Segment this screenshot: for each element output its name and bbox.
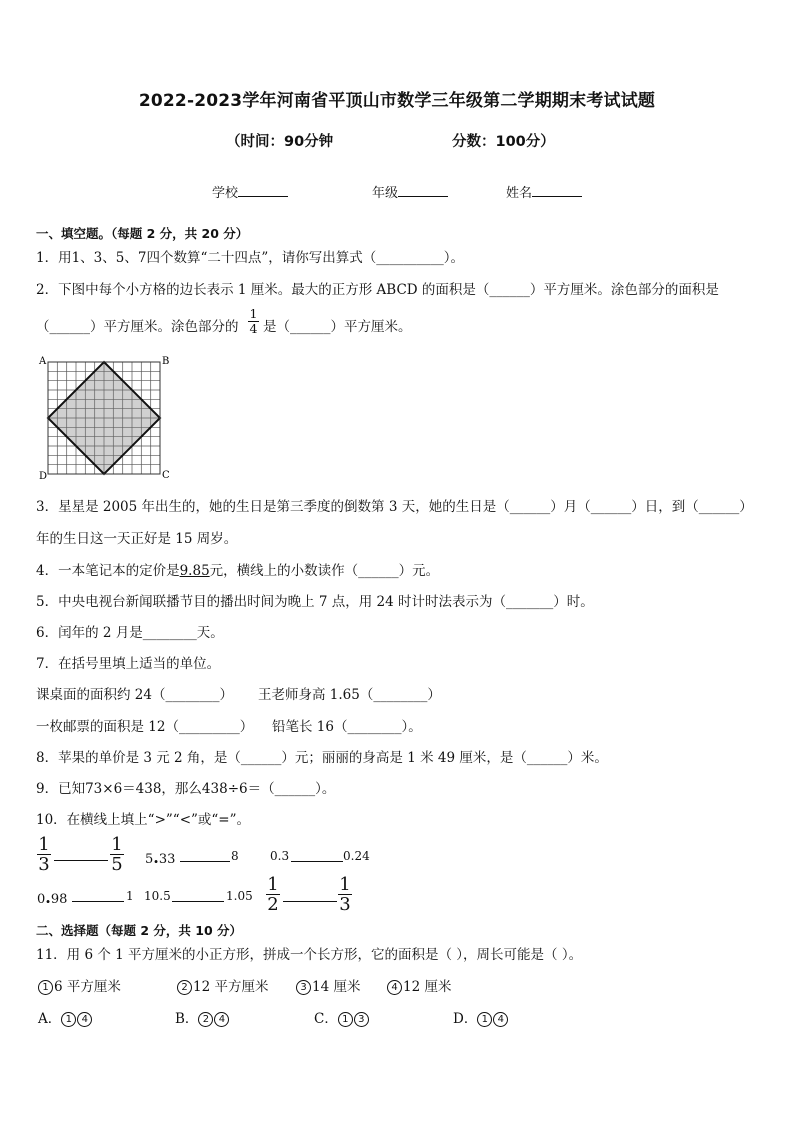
grade-blank[interactable] (398, 184, 448, 197)
compare-0-24: 0.24 (343, 849, 370, 863)
option-text: 14 厘米 (312, 979, 361, 995)
school-blank[interactable] (238, 184, 288, 197)
circled-number-icon: 2 (177, 980, 192, 995)
question-5: 5．中央电视台新闻联播节目的播出时间为晚上 7 点，用 24 时计时法表示为（_______）时。 (36, 594, 594, 610)
compare-1: 1 (126, 889, 134, 903)
school-label: 学校 (212, 186, 239, 201)
numerator: 1 (339, 874, 351, 895)
name-blank[interactable] (532, 184, 582, 197)
question-2-line-1: 2．下图中每个小方格的边长表示 1 厘米。最大的正方形 ABCD 的面积是（______）平方厘米。涂色部分的面积是 (36, 282, 719, 298)
choice-a[interactable] (38, 1010, 93, 1028)
question-4 (36, 562, 439, 580)
question-10: 10．在横线上填上“>”“<”或“=”。 (36, 812, 251, 828)
question-2-line-2b: 是（______）平方厘米。 (263, 319, 412, 335)
question-7-row-1b: 王老师身高 1.65（________） (258, 687, 441, 703)
question-8: 8．苹果的单价是 3 元 2 角，是（______）元；丽丽的身高是 1 米 49 厘米，是（______）米。 (36, 750, 608, 766)
fraction-one-quarter (248, 308, 259, 335)
question-9: 9．已知73×6＝438，那么438÷6＝（______）。 (36, 781, 336, 797)
compare-10-5: 10.5 (144, 889, 171, 903)
denominator: 2 (267, 894, 279, 915)
compare-blank-4[interactable] (72, 901, 124, 902)
question-3-line-2: 年的生日这一天正好是 15 周岁。 (36, 531, 238, 547)
choice-label: D． (453, 1011, 478, 1027)
option-1 (38, 978, 121, 996)
question-7-row-2b: 铅笔长 16（________）。 (272, 719, 422, 735)
numerator: 1 (267, 874, 279, 895)
section-heading-choice: 二、选择题（每题 2 分，共 10 分） (36, 923, 243, 938)
question-2-line-2a: （______）平方厘米。涂色部分的 (36, 319, 239, 335)
question-3-line-1: 3．星星是 2005 年出生的，她的生日是第三季度的倒数第 3 天，她的生日是（______）月（______）日，到（______） (36, 499, 753, 515)
fraction-denominator: 4 (249, 321, 258, 336)
square-grid-figure (36, 352, 176, 482)
compare-blank-5[interactable] (172, 901, 224, 902)
grade-field[interactable] (372, 182, 448, 201)
vertex-b: B (162, 356, 170, 367)
circled-number-icon: 1 (477, 1012, 492, 1027)
option-text: 6 平方厘米 (54, 979, 121, 995)
compare-1-05: 1.05 (226, 889, 253, 903)
choice-label: A． (38, 1011, 62, 1027)
choice-label: C． (314, 1011, 338, 1027)
question-4-underlined-number: 9.85 (179, 563, 210, 579)
question-7: 7．在括号里填上适当的单位。 (36, 656, 221, 672)
question-6: 6．闰年的 2 月是________天。 (36, 625, 224, 641)
choice-c[interactable] (314, 1010, 370, 1028)
question-1: 1．用1、3、5、7四个数算“二十四点”，请你写出算式（__________）。 (36, 250, 464, 266)
page-title: 2022-2023学年河南省平顶山市数学三年级第二学期期末考试试题 (138, 91, 656, 111)
compare-blank-3[interactable] (291, 861, 343, 862)
denominator: 5 (111, 854, 123, 875)
compare-blank-6[interactable] (283, 901, 337, 902)
exam-time: （时间：90分钟 (226, 134, 334, 150)
circled-number-icon: 1 (38, 980, 53, 995)
shaded-diamond (48, 362, 160, 474)
denominator: 3 (38, 854, 50, 875)
option-3 (296, 978, 360, 996)
compare-blank-1[interactable] (54, 860, 108, 861)
circled-number-icon: 4 (214, 1012, 229, 1027)
question-7-row-2a: 一枚邮票的面积是 12（_________） (36, 719, 254, 735)
circled-number-icon: 3 (354, 1012, 369, 1027)
circled-number-icon: 4 (493, 1012, 508, 1027)
choice-label: B． (175, 1011, 199, 1027)
compare-fraction-1-2 (266, 876, 280, 913)
denominator: 3 (339, 894, 351, 915)
fraction-numerator: 1 (249, 306, 258, 321)
section-heading-fill-in: 一、填空题。（每题 2 分，共 20 分） (36, 226, 249, 241)
school-field[interactable] (212, 182, 288, 201)
choice-b[interactable] (175, 1010, 230, 1028)
vertex-c: C (162, 470, 170, 481)
choice-d[interactable] (453, 1010, 509, 1028)
question-4-b: 元，横线上的小数读作（______）元。 (209, 563, 440, 579)
option-text: 12 厘米 (403, 979, 452, 995)
circled-number-icon: 4 (77, 1012, 92, 1027)
option-text: 12 平方厘米 (193, 979, 269, 995)
question-7-row-1a: 课桌面的面积约 24（________） (36, 687, 233, 703)
compare-fraction-1-3b (338, 876, 352, 913)
question-11: 11．用 6 个 1 平方厘米的小正方形，拼成一个长方形，它的面积是（ ），周长可能是（ ）。 (36, 947, 583, 963)
grade-label: 年级 (372, 186, 399, 201)
circled-number-icon: 1 (61, 1012, 76, 1027)
circled-number-icon: 4 (387, 980, 402, 995)
circled-number-icon: 2 (198, 1012, 213, 1027)
numerator: 1 (38, 834, 50, 855)
compare-fraction-1-5 (110, 836, 124, 873)
exam-score: 分数：100分） (452, 134, 555, 150)
compare-5-33: 5.33 (145, 848, 176, 867)
vertex-a: A (39, 356, 47, 367)
circled-number-icon: 1 (338, 1012, 353, 1027)
name-field[interactable] (506, 182, 582, 201)
question-4-a: 4．一本笔记本的定价是 (36, 563, 180, 579)
vertex-d: D (39, 471, 48, 482)
option-4 (387, 978, 451, 996)
circled-number-icon: 3 (296, 980, 311, 995)
compare-0-3: 0.3 (270, 849, 290, 863)
numerator: 1 (111, 834, 123, 855)
name-label: 姓名 (506, 186, 533, 201)
compare-0-98: 0.98 (37, 888, 68, 907)
option-2 (177, 978, 268, 996)
compare-8: 8 (231, 849, 239, 863)
compare-blank-2[interactable] (180, 861, 230, 862)
compare-fraction-1-3 (37, 836, 51, 873)
